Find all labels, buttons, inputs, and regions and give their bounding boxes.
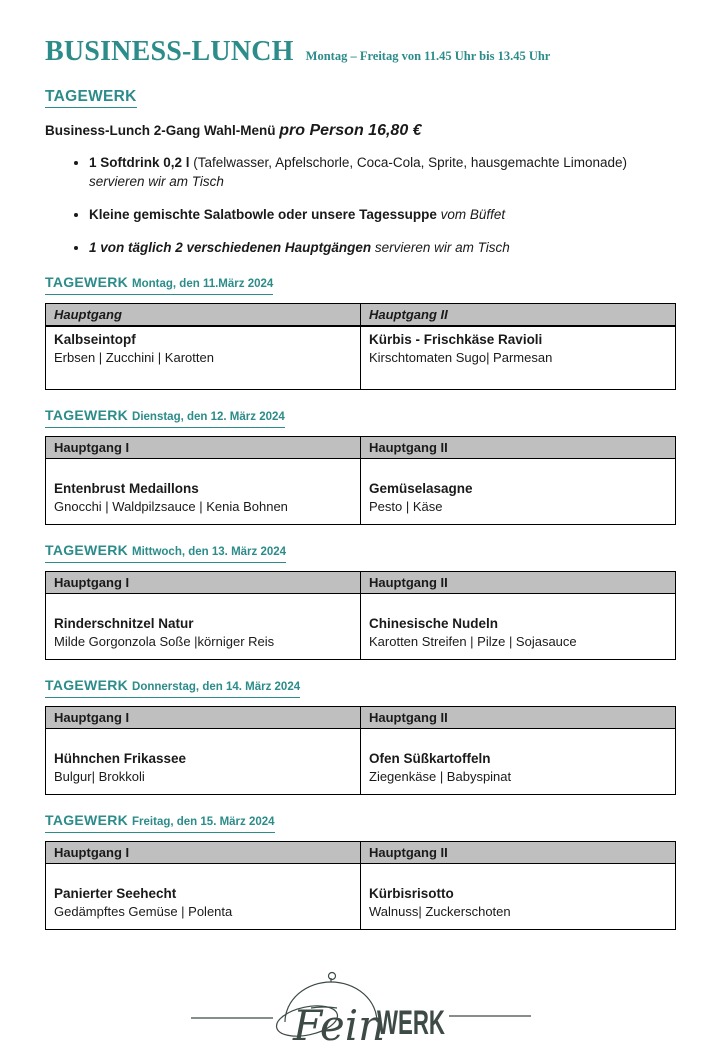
col-header-hauptgang-2: Hauptgang II — [361, 437, 676, 459]
dish-name: Panierter Seehecht — [54, 886, 177, 901]
menu-table-montag — [45, 303, 676, 390]
restaurant-logo — [45, 968, 676, 1063]
dish-sides: Karotten Streifen | Pilze | Sojasauce — [369, 634, 577, 649]
logo-block-text: WERK — [376, 1004, 445, 1042]
day-heading-date: Montag, den 11.März 2024 — [132, 278, 274, 290]
day-heading-date: Mittwoch, den 13. März 2024 — [132, 546, 287, 558]
table-cell — [46, 864, 361, 930]
table-cell — [361, 594, 676, 660]
col-header-hauptgang-1: Hauptgang I — [46, 572, 361, 594]
dish-sides: Milde Gorgonzola Soße |körniger Reis — [54, 634, 275, 649]
col-header-hauptgang-1: Hauptgang I — [46, 842, 361, 864]
softdrink-note: servieren wir am Tisch — [89, 174, 224, 189]
table-cell — [361, 459, 676, 525]
logo-script-text: Fein — [292, 1001, 385, 1050]
title-row — [45, 36, 676, 68]
day-section-dienstag — [45, 407, 676, 525]
menu-table-freitag — [45, 841, 676, 930]
day-heading-date: Donnerstag, den 14. März 2024 — [132, 681, 301, 693]
day-heading-label: TAGEWERK — [45, 677, 129, 693]
dish-sides: Bulgur| Brokkoli — [54, 769, 145, 784]
col-header-hauptgang-2: Hauptgang II — [361, 842, 676, 864]
col-header-hauptgang-2: Hauptgang II — [361, 304, 676, 327]
dish-sides: Erbsen | Zucchini | Karotten — [54, 350, 214, 365]
day-heading-date: Dienstag, den 12. März 2024 — [132, 411, 285, 423]
col-header-hauptgang-1: Hauptgang I — [46, 707, 361, 729]
included-items-list — [45, 153, 676, 257]
hauptgang-note: servieren wir am Tisch — [374, 240, 510, 255]
day-section-montag — [45, 274, 676, 390]
dish-name: Chinesische Nudeln — [369, 616, 499, 631]
dish-sides: Kirschtomaten Sugo| Parmesan — [369, 350, 553, 365]
table-cell — [361, 326, 676, 390]
col-header-hauptgang-1: Hauptgang I — [46, 437, 361, 459]
day-heading-label: TAGEWERK — [45, 542, 129, 558]
salad-bold: Kleine gemischte Salatbowle oder unsere Tagessuppe — [89, 207, 441, 222]
day-section-donnerstag — [45, 677, 676, 795]
dish-name: Gemüselasagne — [369, 481, 473, 496]
day-section-freitag — [45, 812, 676, 930]
dish-name: Entenbrust Medaillons — [54, 481, 199, 496]
day-section-mittwoch — [45, 542, 676, 660]
table-cell — [46, 594, 361, 660]
dish-sides: Gnocchi | Waldpilzsauce | Kenia Bohnen — [54, 499, 288, 514]
day-heading — [45, 677, 676, 698]
dish-name: Ofen Süßkartoffeln — [369, 751, 491, 766]
col-header-hauptgang-2: Hauptgang II — [361, 707, 676, 729]
dish-sides: Walnuss| Zuckerschoten — [369, 904, 511, 919]
dish-sides: Ziegenkäse | Babyspinat — [369, 769, 512, 784]
menu-price: pro Person 16,80 € — [279, 122, 422, 139]
dish-name: Hühnchen Frikassee — [54, 751, 187, 766]
dish-name: Kalbseintopf — [54, 332, 136, 347]
table-cell — [361, 729, 676, 795]
softdrink-options: (Tafelwasser, Apfelschorle, Coca-Cola, Sprite, hausgemachte Limonade) — [193, 155, 628, 170]
menu-intro-line — [45, 122, 676, 140]
menu-table-dienstag — [45, 436, 676, 525]
day-heading — [45, 274, 676, 295]
table-cell — [361, 864, 676, 930]
list-item — [89, 205, 676, 224]
table-cell — [46, 326, 361, 390]
list-item — [89, 153, 676, 191]
page-subtitle: Montag – Freitag von 11.45 Uhr bis 13.45 Uhr — [305, 49, 551, 63]
day-heading — [45, 812, 676, 833]
list-item — [89, 238, 676, 257]
feinwerk-logo-icon — [161, 968, 561, 1058]
tagewerk-main-label: TAGEWERK — [45, 88, 137, 108]
col-header-hauptgang-1: Hauptgang — [46, 304, 361, 327]
menu-intro-text: Business-Lunch 2-Gang Wahl-Menü — [45, 123, 280, 138]
day-heading — [45, 542, 676, 563]
table-cell — [46, 729, 361, 795]
col-header-hauptgang-2: Hauptgang II — [361, 572, 676, 594]
day-heading-label: TAGEWERK — [45, 274, 129, 290]
page-title: BUSINESS-LUNCH — [45, 36, 294, 67]
day-heading-label: TAGEWERK — [45, 407, 129, 423]
dish-sides: Gedämpftes Gemüse | Polenta — [54, 904, 233, 919]
menu-table-mittwoch — [45, 571, 676, 660]
softdrink-bold: 1 Softdrink 0,2 l — [89, 155, 194, 170]
tagewerk-main-heading — [45, 88, 676, 108]
dish-name: Kürbis - Frischkäse Ravioli — [369, 332, 543, 347]
menu-table-donnerstag — [45, 706, 676, 795]
salad-note: vom Büffet — [440, 207, 506, 222]
dish-name: Kürbisrisotto — [369, 886, 454, 901]
day-heading-date: Freitag, den 15. März 2024 — [132, 816, 275, 828]
day-heading — [45, 407, 676, 428]
dish-sides: Pesto | Käse — [369, 499, 443, 514]
hauptgang-bold: 1 von täglich 2 verschiedenen Hauptgängen — [89, 240, 375, 255]
table-cell — [46, 459, 361, 525]
day-heading-label: TAGEWERK — [45, 812, 129, 828]
dish-name: Rinderschnitzel Natur — [54, 616, 194, 631]
